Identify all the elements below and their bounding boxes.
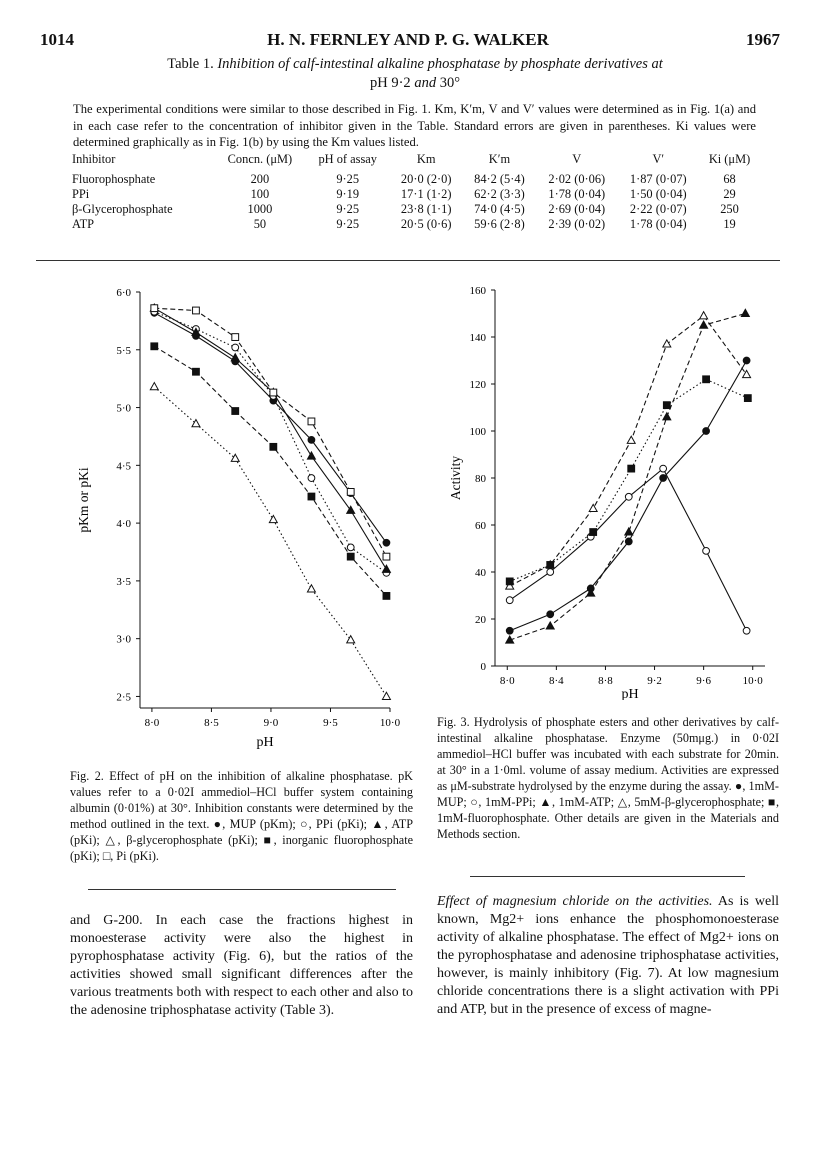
series-filled-triangle bbox=[506, 309, 750, 643]
data-point bbox=[151, 305, 158, 312]
data-point bbox=[660, 475, 667, 482]
x-axis-label: pH bbox=[256, 735, 274, 750]
table-cell: 23·8 (1·1) bbox=[400, 202, 452, 216]
y-tick-label: 60 bbox=[475, 520, 486, 532]
x-tick-label: 9·0 bbox=[263, 717, 279, 729]
y-tick-label: 3·0 bbox=[116, 633, 131, 646]
table-cell: 1·50 (0·04) bbox=[629, 187, 687, 201]
table-cell: 1·87 (0·07) bbox=[629, 172, 687, 186]
table-cell: 2·02 (0·06) bbox=[548, 172, 606, 186]
table-cell: 20·5 (0·6) bbox=[400, 217, 452, 231]
x-tick-label: 9·5 bbox=[323, 717, 338, 729]
data-point bbox=[347, 544, 354, 551]
table-row bbox=[70, 187, 760, 202]
table-cell: 9·25 bbox=[336, 202, 360, 216]
table-title-and: and bbox=[414, 75, 437, 91]
data-point bbox=[270, 443, 277, 450]
figure-3-caption: Fig. 3. Hydrolysis of phosphate esters and other derivatives by calf-intestinal alkaline phosphatase. Enzyme (50mμg.) in 0·02I ammediol–HCl buffer was incubated with each substrate for 20min. at 30° in a 1·0ml. volume of assay medium. Activities are expressed as μM-substrate hydrolysed by the enzyme during the assay. ●, 1mM-MUP; ○, 1mM-PPi; ▲, 1mM-ATP; △, 5mM-β-glycerophosphate; ■, 1mM-fluorophosphate. Other details are given in the Materials and Methods section. bbox=[437, 715, 779, 841]
y-tick-label: 120 bbox=[469, 379, 486, 391]
data-point bbox=[382, 565, 390, 572]
data-point bbox=[193, 307, 200, 314]
series-line bbox=[510, 379, 748, 581]
data-point bbox=[347, 553, 354, 560]
table-cell: 59·6 (2·8) bbox=[474, 217, 525, 231]
y-tick-label: 0 bbox=[480, 661, 486, 673]
table-cell: 1·78 (0·04) bbox=[629, 217, 687, 231]
y-tick-label: 4·0 bbox=[116, 518, 131, 531]
series-line bbox=[510, 316, 747, 586]
data-point bbox=[347, 489, 354, 496]
data-point bbox=[383, 593, 390, 600]
col-header: Ki (μM) bbox=[708, 152, 751, 166]
data-point bbox=[506, 578, 513, 585]
table-cell: 9·25 bbox=[336, 172, 360, 186]
x-tick-label: 8·0 bbox=[499, 675, 515, 687]
data-point bbox=[506, 627, 513, 634]
figure-3-chart bbox=[440, 280, 780, 700]
data-point bbox=[590, 529, 597, 536]
table-header-row bbox=[70, 152, 760, 172]
series-line bbox=[154, 387, 386, 697]
table-cell: ATP bbox=[72, 217, 95, 231]
data-point bbox=[743, 357, 750, 364]
series-filled-circle bbox=[151, 309, 390, 546]
data-point bbox=[193, 368, 200, 375]
y-tick-label: 160 bbox=[469, 285, 486, 297]
data-point bbox=[703, 376, 710, 383]
x-tick-label: 8·0 bbox=[144, 717, 160, 729]
running-head-year: 1967 bbox=[746, 30, 780, 49]
series-open-triangle bbox=[150, 383, 390, 700]
table-row bbox=[70, 202, 760, 217]
y-axis-label: Activity bbox=[448, 455, 463, 501]
table-cell: 100 bbox=[250, 187, 270, 201]
y-tick-label: 40 bbox=[475, 567, 486, 579]
table-cell: 1·78 (0·04) bbox=[548, 187, 606, 201]
y-tick-label: 2·5 bbox=[116, 691, 131, 704]
y-tick-label: 6·0 bbox=[116, 287, 131, 299]
data-point bbox=[700, 321, 708, 328]
table-cell: 29 bbox=[723, 187, 736, 201]
series-line bbox=[510, 314, 746, 641]
data-point bbox=[232, 344, 239, 351]
data-point bbox=[627, 436, 635, 443]
table-row bbox=[70, 217, 760, 232]
data-point bbox=[700, 312, 708, 319]
table-cell: 9·19 bbox=[336, 187, 360, 201]
data-point bbox=[625, 538, 632, 545]
series-filled-triangle bbox=[150, 304, 390, 572]
data-point bbox=[506, 597, 513, 604]
data-point bbox=[744, 395, 751, 402]
table-label: Table 1. bbox=[167, 56, 214, 72]
data-table bbox=[70, 152, 760, 232]
table-cell: Fluorophosphate bbox=[72, 172, 156, 186]
x-tick-label: 8·8 bbox=[598, 675, 613, 687]
table-cell: 2·39 (0·02) bbox=[548, 217, 606, 231]
data-point bbox=[307, 585, 315, 592]
divider bbox=[36, 260, 780, 261]
series-open-circle bbox=[151, 308, 390, 576]
data-point bbox=[308, 493, 315, 500]
table-cell: 50 bbox=[253, 217, 267, 231]
series-line bbox=[510, 469, 747, 631]
y-tick-label: 80 bbox=[475, 473, 486, 485]
data-point bbox=[625, 493, 632, 500]
data-point bbox=[547, 569, 554, 576]
col-header: V′ bbox=[652, 152, 665, 166]
series-filled-square bbox=[151, 343, 390, 599]
y-axis-label: pKm or pKi bbox=[76, 467, 91, 533]
data-point bbox=[308, 475, 315, 482]
left-column-text: and G-200. In each case the fractions highest in monoesterase activity were also the highest in pyrophosphatase activity (Fig. 6), but the ratios of the activities showed small significant differences after the various treatments both with respect to each other and also to the adenosine triphosphatase activity (Table 3). bbox=[70, 913, 413, 1018]
x-tick-label: 10·0 bbox=[742, 675, 763, 687]
x-tick-label: 9·2 bbox=[647, 675, 662, 687]
y-tick-label: 100 bbox=[469, 426, 486, 438]
col-header: Inhibitor bbox=[72, 152, 116, 166]
table-cell: β-Glycerophosphate bbox=[72, 202, 173, 216]
table-cell: PPi bbox=[72, 187, 90, 201]
data-point bbox=[703, 547, 710, 554]
data-point bbox=[628, 465, 635, 472]
table-description: The experimental conditions were similar to those described in Fig. 1. Km, K′m, V and V′ values were determined as in Fig. 1(a) and in each case refer to the concentration of inhibitor given in the Table. Standard errors are given in parentheses. Ki values were determined graphically as in Fig. 1(b) by using the Km values listed. bbox=[73, 102, 756, 149]
plot-frame bbox=[76, 287, 401, 750]
data-point bbox=[270, 389, 277, 396]
data-point bbox=[663, 413, 671, 420]
figure-2-caption: Fig. 2. Effect of pH on the inhibition of alkaline phosphatase. pK values refer to a 0·02I ammediol–HCl buffer system containing albumin (0·01%) at 30°. Inhibition constants were determined by the method outlined in the text. ●, MUP (pKm); ○, PPi (pKi); ▲, ATP (pKi); △, β-glycerophosphate (pKi); ■, inorganic fluorophosphate (pKi); □, Pi (pKi). bbox=[70, 769, 413, 863]
data-point bbox=[192, 420, 200, 427]
data-point bbox=[743, 627, 750, 634]
data-point bbox=[269, 515, 277, 522]
data-point bbox=[546, 622, 554, 629]
data-point bbox=[308, 418, 315, 425]
data-point bbox=[383, 539, 390, 546]
data-point bbox=[347, 636, 355, 643]
table-cell: 9·25 bbox=[336, 217, 360, 231]
table-cell: 84·2 (5·4) bbox=[474, 172, 525, 186]
right-column-text bbox=[437, 893, 779, 1019]
data-point bbox=[383, 553, 390, 560]
data-point bbox=[151, 343, 158, 350]
series-open-triangle bbox=[506, 312, 751, 589]
plot-frame bbox=[448, 285, 765, 700]
data-point bbox=[150, 383, 158, 390]
paragraph-text: As is well known, Mg2+ ions enhance the phosphomonoesterase activity of alkaline phosphatase. The effect of Mg2+ ions on the pyrophosphatase and adenosine triphosphatase activities, however, is mainly inhibitory (Fig. 7). At low magnesium chloride concentrations there is a slight activation with PPi and ATP, but in the presence of excess of magne- bbox=[437, 894, 780, 1017]
data-point bbox=[382, 692, 390, 699]
table-cell: 68 bbox=[723, 172, 736, 186]
data-point bbox=[660, 465, 667, 472]
data-point bbox=[741, 309, 749, 316]
table-cell: 250 bbox=[720, 202, 739, 216]
data-point bbox=[547, 562, 554, 569]
col-header: K′m bbox=[488, 152, 511, 166]
table-title-temp: 30° bbox=[439, 75, 460, 91]
data-point bbox=[625, 528, 633, 535]
y-tick-label: 4·5 bbox=[116, 460, 131, 473]
figure-2-chart bbox=[70, 280, 410, 760]
table-cell: 20·0 (2·0) bbox=[400, 172, 452, 186]
table-row bbox=[70, 172, 760, 187]
col-header: Km bbox=[416, 152, 436, 166]
col-header: pH of assay bbox=[318, 152, 377, 166]
table-cell: 200 bbox=[250, 172, 270, 186]
y-tick-label: 5·5 bbox=[116, 344, 131, 357]
series-line bbox=[154, 308, 386, 556]
y-tick-label: 140 bbox=[469, 332, 486, 344]
data-point bbox=[547, 611, 554, 618]
table-title-ph: pH 9·2 bbox=[370, 75, 411, 91]
data-point bbox=[663, 340, 671, 347]
table-cell: 2·69 (0·04) bbox=[548, 202, 606, 216]
series-line bbox=[154, 312, 386, 573]
x-tick-label: 10·0 bbox=[379, 717, 401, 729]
x-axis-label: pH bbox=[621, 687, 639, 700]
y-tick-label: 20 bbox=[475, 614, 486, 626]
data-point bbox=[232, 408, 239, 415]
x-tick-label: 9·6 bbox=[696, 675, 711, 687]
table-cell: 2·22 (0·07) bbox=[629, 202, 687, 216]
divider bbox=[88, 889, 396, 890]
x-tick-label: 8·5 bbox=[204, 717, 219, 729]
y-tick-label: 3·5 bbox=[116, 575, 131, 588]
table-title-text: Inhibition of calf-intestinal alkaline phosphatase by phosphate derivatives at bbox=[217, 56, 663, 72]
col-header: V bbox=[572, 152, 582, 166]
series-filled-square bbox=[506, 376, 751, 585]
series-open-circle bbox=[506, 465, 750, 634]
x-tick-label: 8·4 bbox=[549, 675, 564, 687]
table-cell: 74·0 (4·5) bbox=[474, 202, 525, 216]
data-point bbox=[231, 354, 239, 361]
table-cell: 17·1 (1·2) bbox=[400, 187, 452, 201]
data-point bbox=[703, 428, 710, 435]
table-title bbox=[70, 55, 760, 93]
data-point bbox=[589, 504, 597, 511]
data-point bbox=[308, 437, 315, 444]
running-head-authors: H. N. FERNLEY AND P. G. WALKER bbox=[267, 30, 549, 49]
table-cell: 62·2 (3·3) bbox=[474, 187, 525, 201]
col-header: Concn. (μM) bbox=[227, 152, 293, 166]
data-point bbox=[663, 402, 670, 409]
data-point bbox=[232, 334, 239, 341]
data-point bbox=[307, 452, 315, 459]
data-point bbox=[231, 454, 239, 461]
series-line bbox=[154, 308, 386, 569]
table-cell: 1000 bbox=[247, 202, 273, 216]
page-number: 1014 bbox=[40, 30, 74, 49]
table-cell: 19 bbox=[723, 217, 736, 231]
y-tick-label: 5·0 bbox=[116, 402, 131, 415]
section-heading: Effect of magnesium chloride on the activities. bbox=[437, 894, 713, 909]
divider bbox=[470, 876, 745, 877]
